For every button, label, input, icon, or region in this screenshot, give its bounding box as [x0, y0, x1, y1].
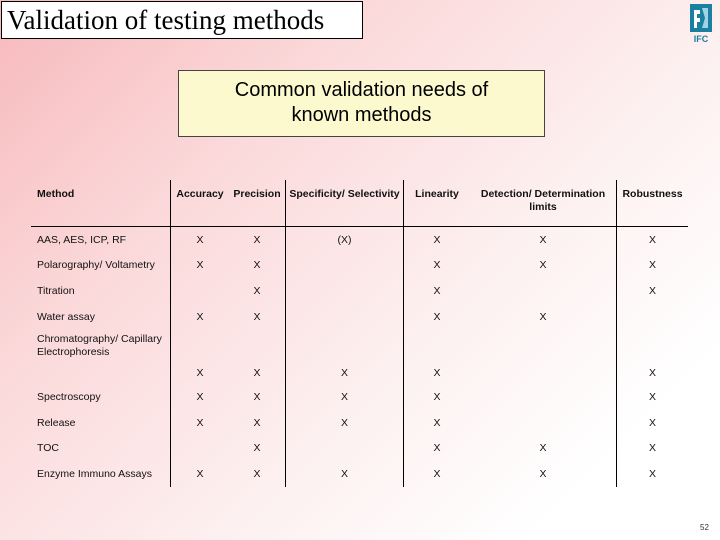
mark-cell: X — [196, 467, 204, 480]
table-row — [31, 384, 688, 410]
mark-cell: X — [470, 461, 617, 487]
mark-cell: X — [229, 410, 286, 436]
mark-cell: X — [648, 233, 656, 246]
mark-cell — [470, 384, 617, 410]
ifc-logo-icon — [690, 4, 712, 32]
mark-cell: X — [470, 227, 617, 253]
mark-cell: X — [433, 442, 441, 455]
mark-cell: X — [470, 253, 617, 279]
mark-cell: X — [196, 416, 204, 429]
table-row — [31, 304, 688, 330]
mark-cell: X — [229, 304, 286, 330]
mark-cell: X — [196, 391, 204, 404]
mark-cell — [171, 278, 230, 304]
mark-cell: X — [229, 461, 286, 487]
mark-cell: X — [470, 436, 617, 462]
mark-cell: X — [648, 259, 656, 272]
mark-cell — [286, 304, 404, 330]
ifc-logo — [686, 4, 716, 48]
mark-cell: X — [229, 253, 286, 279]
mark-cell: X — [196, 367, 204, 380]
mark-cell: X — [433, 310, 441, 323]
mark-cell: X — [229, 384, 286, 410]
mark-cell: X — [648, 442, 656, 455]
mark-cell: X — [229, 278, 286, 304]
page-number: 52 — [700, 523, 709, 532]
mark-cell: X — [433, 416, 441, 429]
mark-cell: X — [433, 467, 441, 480]
mark-cell: X — [229, 436, 286, 462]
mark-cell: X — [648, 416, 656, 429]
slide-title: Validation of testing methods — [1, 1, 363, 39]
mark-cell: X — [433, 233, 441, 246]
validation-table — [31, 180, 688, 487]
subtitle-box — [178, 70, 545, 137]
mark-cell: X — [433, 284, 441, 297]
table-row — [31, 329, 688, 384]
method-cell: AAS, AES, ICP, RF — [31, 227, 171, 253]
mark-cell: X — [196, 259, 204, 272]
header-linearity: Linearity — [404, 180, 471, 227]
table-row — [31, 227, 688, 253]
mark-cell: X — [648, 391, 656, 404]
header-detection: Detection/ Determination limits — [470, 180, 617, 227]
mark-cell — [286, 436, 404, 462]
mark-cell — [617, 304, 689, 330]
mark-cell — [470, 410, 617, 436]
mark-cell: X — [196, 310, 204, 323]
method-cell: Polarography/ Voltametry — [31, 253, 171, 279]
mark-cell — [286, 278, 404, 304]
mark-cell: X — [433, 259, 441, 272]
mark-cell: X — [648, 284, 656, 297]
mark-cell — [470, 329, 617, 384]
mark-cell: X — [433, 367, 441, 380]
mark-cell: X — [229, 227, 286, 253]
header-accuracy: Accuracy — [171, 180, 230, 227]
mark-cell: X — [648, 467, 656, 480]
subtitle-line-1: Common validation needs of — [234, 79, 489, 101]
table-row — [31, 461, 688, 487]
method-cell: Water assay — [31, 304, 171, 330]
mark-cell: X — [286, 410, 404, 436]
table-row — [31, 253, 688, 279]
mark-cell — [171, 436, 230, 462]
table-body — [31, 227, 688, 487]
subtitle-line-2: known methods — [291, 104, 432, 126]
method-cell: Spectroscopy — [31, 384, 171, 410]
mark-cell: X — [196, 233, 204, 246]
table-row — [31, 436, 688, 462]
header-specificity: Specificity/ Selectivity — [286, 180, 404, 227]
mark-cell: X — [286, 329, 404, 384]
method-cell: Release — [31, 410, 171, 436]
header-method: Method — [31, 180, 171, 227]
mark-cell: X — [433, 391, 441, 404]
method-cell: TOC — [31, 436, 171, 462]
table-header-row — [31, 180, 688, 227]
mark-cell — [286, 253, 404, 279]
mark-cell: X — [286, 461, 404, 487]
table-row — [31, 278, 688, 304]
mark-cell — [470, 278, 617, 304]
mark-cell: X — [286, 384, 404, 410]
table-row — [31, 410, 688, 436]
mark-cell: X — [648, 367, 656, 380]
method-cell: Enzyme Immuno Assays — [31, 461, 171, 487]
header-precision: Precision — [229, 180, 286, 227]
mark-cell: (X) — [286, 227, 404, 253]
header-robustness: Robustness — [617, 180, 689, 227]
mark-cell: X — [470, 304, 617, 330]
mark-cell: X — [229, 329, 286, 384]
method-cell: Titration — [31, 278, 171, 304]
logo-text: IFC — [693, 34, 709, 44]
method-cell: Chromatography/ Capillary Electrophoresis — [31, 329, 171, 384]
